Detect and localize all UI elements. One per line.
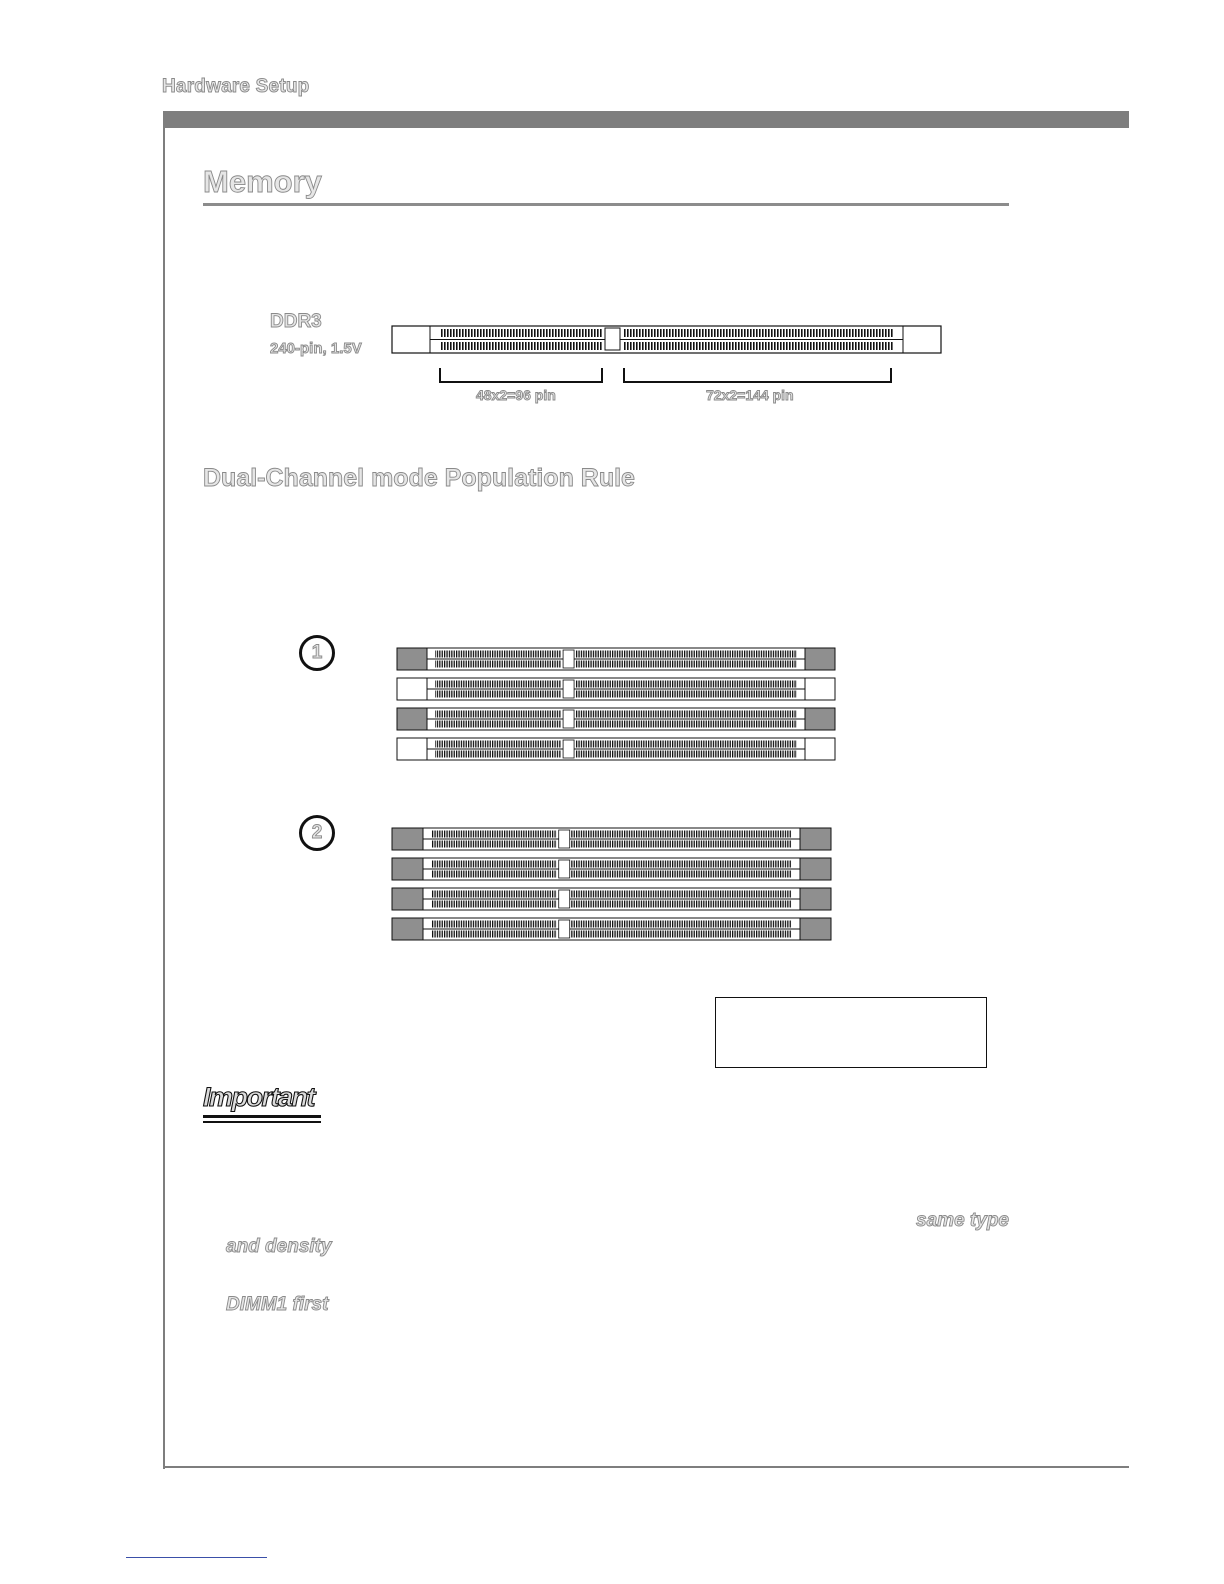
slot-key <box>559 830 570 848</box>
slot-pins <box>571 861 792 868</box>
dimm-slot-installed <box>392 918 831 940</box>
slot-latch <box>397 708 427 730</box>
right-pin-bracket <box>624 368 891 382</box>
section-label: Hardware Setup <box>162 76 310 97</box>
slot-pins <box>575 691 797 698</box>
slot-latch <box>800 888 831 910</box>
bottom-border-rule <box>163 1466 1129 1468</box>
slot-pins <box>431 931 557 938</box>
slot-pins <box>435 711 561 718</box>
slot-latch <box>392 918 423 940</box>
important-underline <box>203 1121 321 1123</box>
ddr3-pin-row <box>440 342 602 350</box>
slot-pins <box>571 901 792 908</box>
slot-pins <box>435 741 561 748</box>
dimm-slot-installed <box>392 888 831 910</box>
slot-pins <box>431 861 557 868</box>
slot-key <box>559 860 570 878</box>
slot-pins <box>575 711 797 718</box>
slot-pins <box>431 891 557 898</box>
slot-pins <box>571 871 792 878</box>
slot-latch <box>800 828 831 850</box>
slot-pins <box>431 841 557 848</box>
slot-key <box>559 890 570 908</box>
important-label: Important <box>203 1082 314 1112</box>
slot-pins <box>435 721 561 728</box>
slot-key <box>563 650 574 668</box>
dimm-slot-empty <box>397 678 835 700</box>
slot-pins <box>571 831 792 838</box>
slot-latch <box>805 678 835 700</box>
slot-latch <box>392 858 423 880</box>
right-pin-count: 72x2=144 pin <box>706 387 794 403</box>
slot-pins <box>575 721 797 728</box>
slot-pins <box>431 921 557 928</box>
dimm-slot-installed <box>397 708 835 730</box>
slot-pins <box>571 841 792 848</box>
slot-pins <box>435 651 561 658</box>
footer-link-underline <box>126 1557 267 1558</box>
slot-pins <box>575 751 797 758</box>
dual-channel-heading: Dual-Channel mode Population Rule <box>203 464 635 492</box>
slot-key <box>563 740 574 758</box>
dimm-slot-installed <box>397 648 835 670</box>
slot-latch <box>392 828 423 850</box>
slot-latch <box>397 648 427 670</box>
slot-key <box>563 680 574 698</box>
ddr3-spec: 240-pin, 1.5V <box>270 340 362 357</box>
slot-pins <box>435 681 561 688</box>
slot-pins <box>575 661 797 668</box>
left-border-rule <box>163 111 165 1469</box>
ddr3-pin-row <box>440 329 602 337</box>
slot-pins <box>571 891 792 898</box>
dimm-slot-empty <box>397 738 835 760</box>
dimm-slot-installed <box>392 828 831 850</box>
slot-key <box>563 710 574 728</box>
step-1-badge <box>299 635 335 671</box>
title-underline <box>203 203 1009 206</box>
slot-latch <box>805 708 835 730</box>
slot-latch <box>805 738 835 760</box>
slot-latch <box>397 678 427 700</box>
slot-pins <box>431 831 557 838</box>
slot-pins <box>571 931 792 938</box>
dimm-slot-installed <box>392 858 831 880</box>
highlight-and-density: and density <box>226 1236 332 1257</box>
step-number: 2 <box>311 822 323 843</box>
slot-latch <box>800 858 831 880</box>
slot-key <box>559 920 570 938</box>
legend-box <box>715 997 987 1068</box>
important-underline <box>203 1115 321 1118</box>
slot-pins <box>575 681 797 688</box>
population-slots <box>392 648 835 940</box>
slot-latch <box>805 648 835 670</box>
slot-latch <box>800 918 831 940</box>
slot-pins <box>435 691 561 698</box>
highlight-dimm1-first: DIMM1 first <box>226 1294 329 1315</box>
step-number: 1 <box>311 642 323 663</box>
ddr3-label: DDR3 <box>270 311 322 332</box>
slot-pins <box>575 651 797 658</box>
step-2-badge <box>299 815 335 851</box>
slot-pins <box>571 921 792 928</box>
ddr3-pin-row <box>623 329 893 337</box>
highlight-same-type: same type <box>916 1210 1009 1231</box>
slot-latch <box>392 888 423 910</box>
page-title: Memory <box>203 164 322 199</box>
slot-pins <box>435 661 561 668</box>
left-pin-bracket <box>440 368 602 382</box>
slot-pins <box>435 751 561 758</box>
slot-pins <box>431 871 557 878</box>
slot-pins <box>575 741 797 748</box>
left-pin-count: 48x2=96 pin <box>476 387 556 403</box>
slot-latch <box>397 738 427 760</box>
header-bar <box>163 111 1129 128</box>
ddr3-pin-row <box>623 342 893 350</box>
slot-pins <box>431 901 557 908</box>
ddr3-slot-outline <box>392 326 941 353</box>
